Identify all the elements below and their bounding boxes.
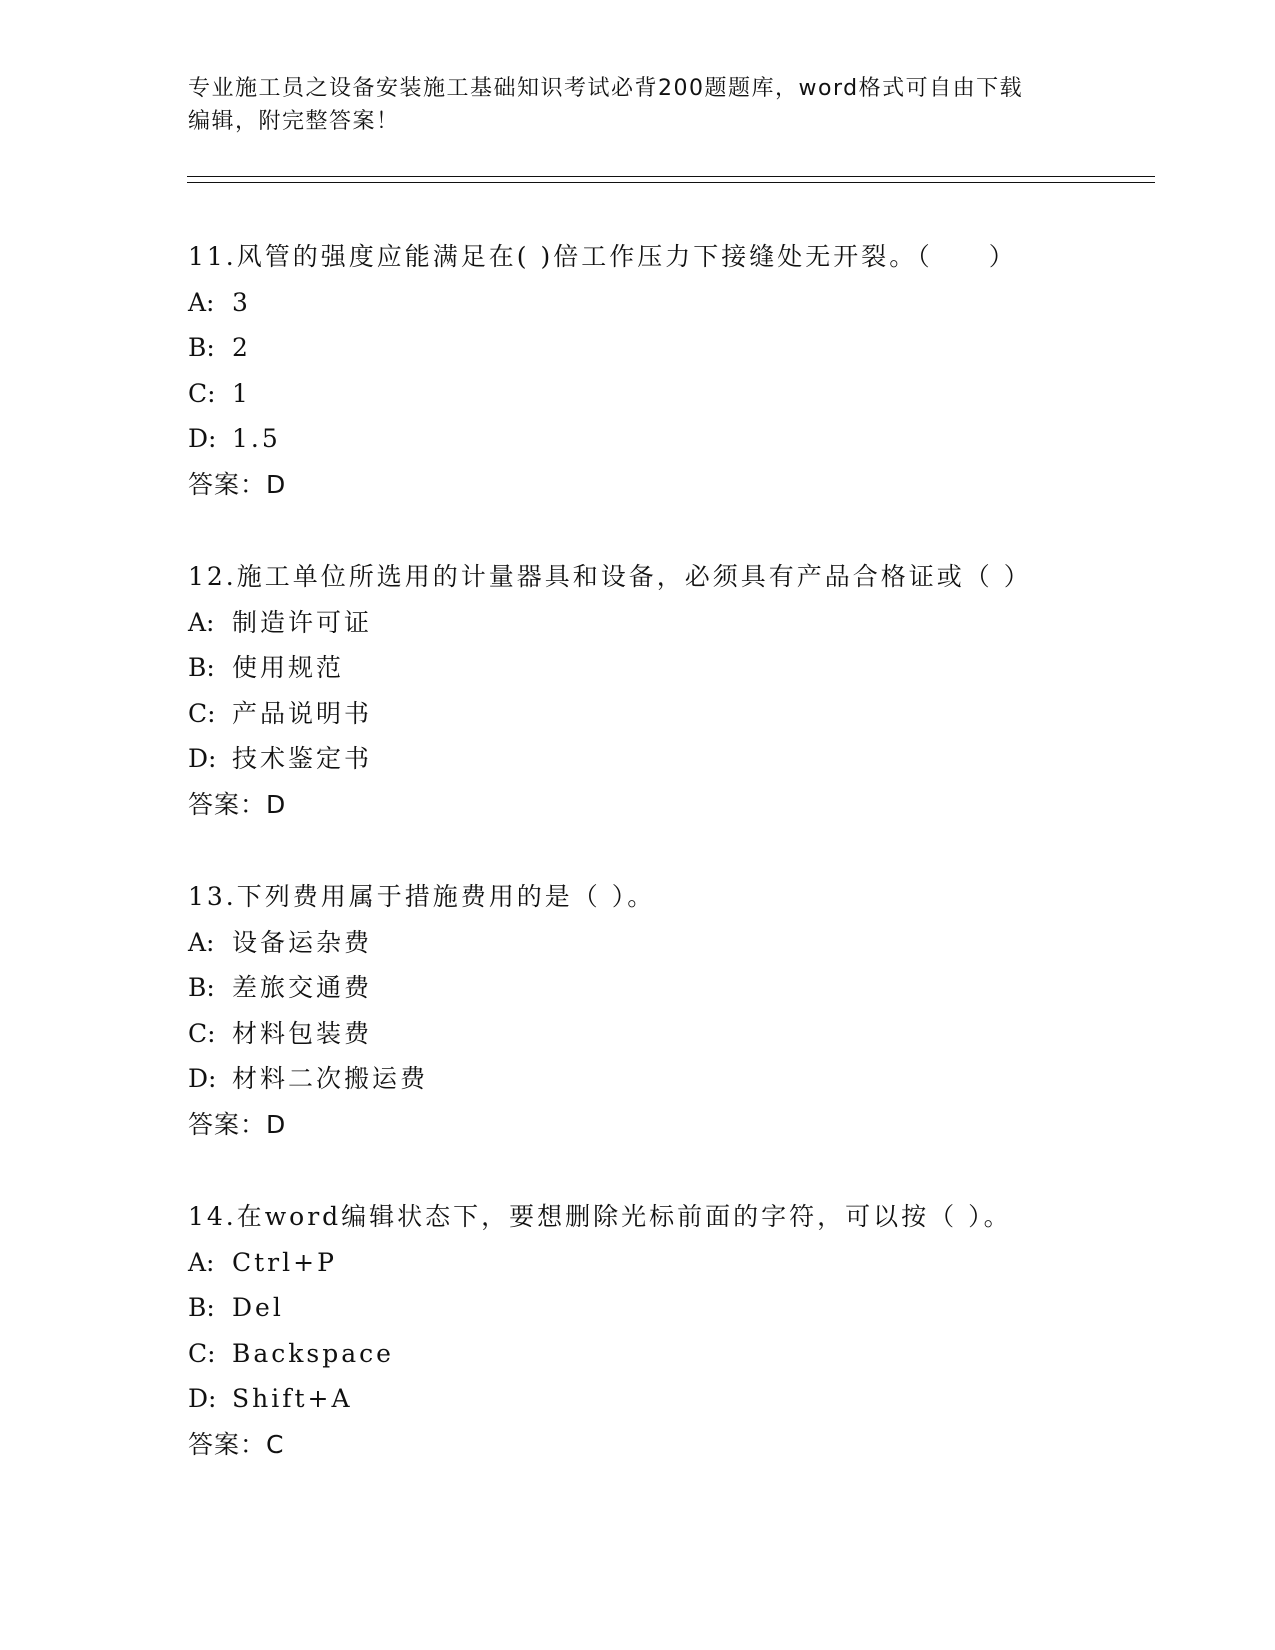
option-a bbox=[188, 600, 1148, 646]
option-text: 设备运杂费 bbox=[232, 927, 373, 957]
option-text: 使用规范 bbox=[232, 653, 345, 682]
option-key: B: bbox=[188, 653, 215, 682]
option-text: 技术鉴定书 bbox=[232, 744, 373, 773]
option-text: Shift+A bbox=[232, 1384, 353, 1413]
option-d bbox=[188, 736, 1148, 782]
question-stem: 13.下列费用属于措施费用的是（ ）。 bbox=[188, 882, 656, 911]
option-c bbox=[188, 1331, 1148, 1377]
option-key: D: bbox=[188, 1384, 217, 1413]
question-13 bbox=[188, 874, 1148, 1194]
option-key: C: bbox=[188, 1338, 216, 1368]
option-text: 1.5 bbox=[232, 424, 281, 453]
header-title-line-2: 编辑，附完整答案！ bbox=[188, 109, 400, 134]
option-key: C: bbox=[188, 1018, 216, 1048]
option-text: 差旅交通费 bbox=[232, 973, 373, 1002]
option-key: D: bbox=[188, 1064, 217, 1093]
option-c bbox=[188, 691, 1148, 737]
option-text: Backspace bbox=[232, 1338, 394, 1368]
answer-line: 答案：D bbox=[188, 469, 287, 499]
option-text: Del bbox=[232, 1293, 284, 1322]
question-list bbox=[188, 234, 1148, 1514]
option-b bbox=[188, 645, 1148, 691]
option-a bbox=[188, 1240, 1148, 1286]
answer-line: 答案：D bbox=[188, 789, 287, 819]
option-b bbox=[188, 1285, 1148, 1331]
option-key: B: bbox=[188, 973, 215, 1002]
option-a bbox=[188, 280, 1148, 326]
option-key: B: bbox=[188, 333, 215, 362]
option-c bbox=[188, 1011, 1148, 1057]
option-text: 材料二次搬运费 bbox=[232, 1064, 429, 1093]
option-key: D: bbox=[188, 424, 217, 453]
option-key: A: bbox=[188, 287, 215, 317]
question-stem: 14.在word编辑状态下，要想删除光标前面的字符，可以按（ ）。 bbox=[188, 1202, 1012, 1231]
header-divider-bottom bbox=[187, 182, 1155, 183]
option-a bbox=[188, 920, 1148, 966]
option-key: C: bbox=[188, 698, 216, 728]
option-b bbox=[188, 965, 1148, 1011]
option-d bbox=[188, 416, 1148, 462]
header-divider-top bbox=[187, 176, 1155, 177]
header-title-line-1: 专业施工员之设备安装施工基础知识考试必背200题题库，word格式可自由下载 bbox=[188, 76, 1024, 101]
option-key: A: bbox=[188, 1247, 215, 1277]
question-14 bbox=[188, 1194, 1148, 1514]
option-text: Ctrl+P bbox=[232, 1247, 337, 1277]
question-11 bbox=[188, 234, 1148, 554]
option-key: C: bbox=[188, 378, 216, 408]
option-key: D: bbox=[188, 744, 217, 773]
option-b bbox=[188, 325, 1148, 371]
option-text: 制造许可证 bbox=[232, 607, 373, 637]
question-stem: 12.施工单位所选用的计量器具和设备，必须具有产品合格证或（ ） bbox=[188, 562, 1032, 591]
option-text: 2 bbox=[232, 333, 251, 362]
option-text: 产品说明书 bbox=[232, 698, 373, 728]
option-text: 材料包装费 bbox=[232, 1018, 373, 1048]
option-c bbox=[188, 371, 1148, 417]
option-key: B: bbox=[188, 1293, 215, 1322]
option-key: A: bbox=[188, 607, 215, 637]
option-text: 1 bbox=[232, 378, 251, 408]
option-text: 3 bbox=[232, 287, 251, 317]
option-key: A: bbox=[188, 927, 215, 957]
answer-line: 答案：D bbox=[188, 1109, 287, 1139]
question-stem: 11.风管的强度应能满足在( )倍工作压力下接缝处无开裂。（ ） bbox=[188, 242, 1017, 271]
option-d bbox=[188, 1376, 1148, 1422]
question-12 bbox=[188, 554, 1148, 874]
answer-line: 答案：C bbox=[188, 1429, 285, 1459]
document-header bbox=[188, 72, 1088, 138]
option-d bbox=[188, 1056, 1148, 1102]
